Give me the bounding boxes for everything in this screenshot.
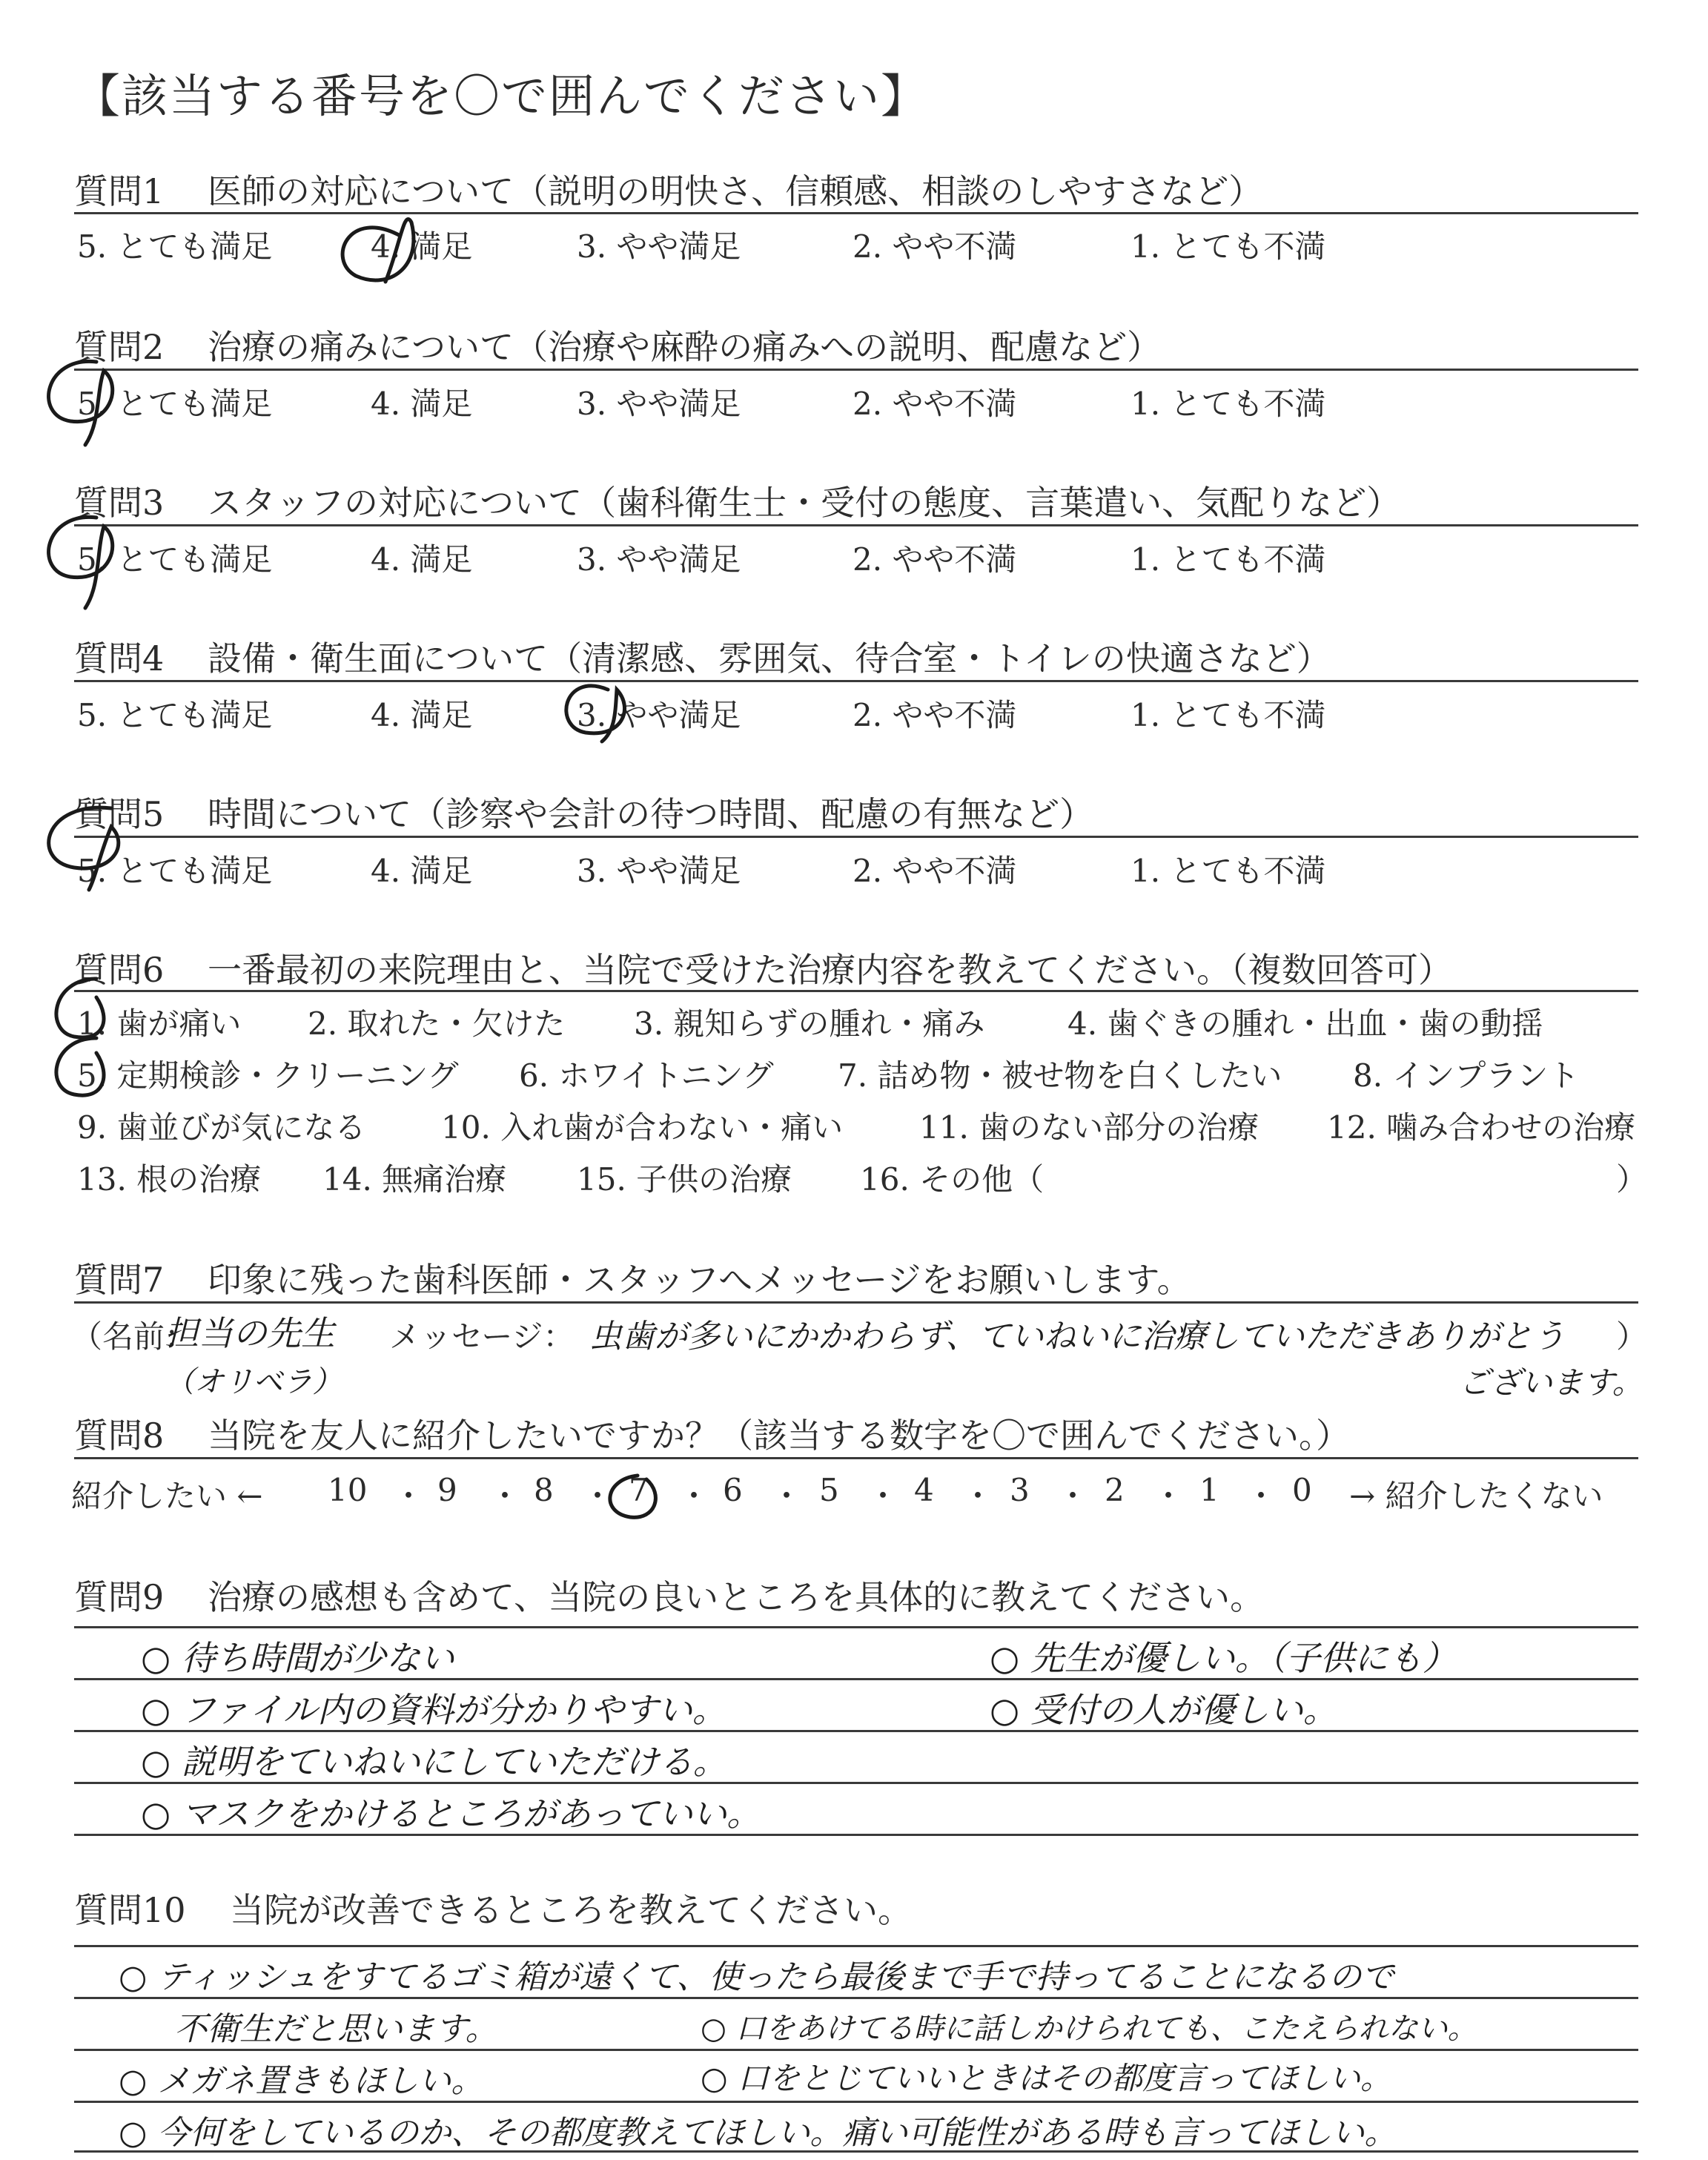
q8-dot: ・ xyxy=(489,1478,521,1514)
q3-option-1[interactable]: 1. とても不満 xyxy=(1131,541,1326,578)
q1-option-2[interactable]: 2. やや不満 xyxy=(853,228,1017,265)
q6-option-3[interactable]: 3. 親知らずの腫れ・痛み xyxy=(634,1005,985,1042)
q6-option-9[interactable]: 9. 歯並びが気になる xyxy=(77,1109,366,1146)
q4-option-4[interactable]: 4. 満足 xyxy=(371,697,473,733)
q8-dot: ・ xyxy=(771,1478,803,1514)
question-2-text: 治療の痛みについて（治療や麻酔の痛みへの説明、配慮など） xyxy=(208,327,1162,367)
q6-circle-5-mark xyxy=(56,1038,104,1095)
q3-option-2[interactable]: 2. やや不満 xyxy=(853,541,1017,578)
q8-circle-7-mark xyxy=(610,1476,656,1517)
q6-option-2[interactable]: 2. 取れた・欠けた xyxy=(308,1005,566,1042)
q3-option-5[interactable]: 5. とても満足 xyxy=(77,541,273,578)
q5-circle-mark xyxy=(49,807,119,890)
question-8-label: 質問8 xyxy=(74,1416,165,1456)
q10-answer[interactable]: ○ 口をとじていいときはその都度言ってほしい。 xyxy=(701,2060,1391,2096)
q7-name-label: （名前： xyxy=(71,1318,196,1355)
q7-message-value[interactable]: 虫歯が多いにかかわらず、ていねいに治療していただきありがとう xyxy=(589,1318,1566,1355)
page-title: 【該当する番号を〇で囲んでください】 xyxy=(74,69,929,123)
q6-option-6[interactable]: 6. ホワイトニング xyxy=(519,1057,774,1094)
question-9-text: 治療の感想も含めて、当院の良いところを具体的に教えてください。 xyxy=(208,1577,1265,1617)
q6-option-4[interactable]: 4. 歯ぐきの腫れ・出血・歯の動揺 xyxy=(1068,1005,1543,1042)
q2-option-5[interactable]: 5. とても満足 xyxy=(77,386,273,422)
q3-option-3[interactable]: 3. やや満足 xyxy=(577,541,741,578)
q9-answer[interactable]: ○ ファイル内の資料が分かりやすい。 xyxy=(141,1690,726,1730)
q7-name-value[interactable]: 担当の先生 xyxy=(165,1313,335,1353)
q4-circle-mark xyxy=(566,686,625,742)
q2-option-2[interactable]: 2. やや不満 xyxy=(853,386,1017,422)
question-4-label: 質問4 xyxy=(74,638,165,678)
q8-dot: ・ xyxy=(867,1478,899,1514)
q1-option-5[interactable]: 5. とても満足 xyxy=(77,228,273,265)
question-6-text: 一番最初の来院理由と、当院で受けた治療内容を教えてください。（複数回答可） xyxy=(208,950,1452,990)
q8-right-label: → 紹介したくない xyxy=(1349,1478,1603,1514)
question-7-label: 質問7 xyxy=(74,1260,165,1300)
question-10-label: 質問10 xyxy=(74,1890,186,1930)
q8-dot: ・ xyxy=(1245,1478,1277,1514)
q8-scale-3[interactable]: 3 xyxy=(1010,1472,1030,1508)
q1-option-4[interactable]: 4. 満足 xyxy=(371,228,473,265)
q8-scale-5[interactable]: 5 xyxy=(819,1472,839,1508)
q9-answer[interactable]: ○ 説明をていねいにしていただける。 xyxy=(141,1742,727,1782)
q10-answer[interactable]: ○ ティッシュをすてるゴミ箱が遠くて、使ったら最後まで手で持ってることになるので xyxy=(119,1958,1394,1996)
q6-option-12[interactable]: 12. 噛み合わせの治療 xyxy=(1327,1109,1636,1146)
question-8-text: 当院を友人に紹介したいですか？（該当する数字を〇で囲んでください。） xyxy=(208,1416,1350,1456)
q8-scale-2[interactable]: 2 xyxy=(1105,1472,1125,1508)
q1-circle-mark xyxy=(342,219,414,282)
q5-option-3[interactable]: 3. やや満足 xyxy=(577,853,741,889)
q10-answer[interactable]: ○ メガネ置きもほしい。 xyxy=(119,2062,484,2100)
q8-dot: ・ xyxy=(1057,1478,1089,1514)
q4-option-5[interactable]: 5. とても満足 xyxy=(77,697,273,733)
question-4-text: 設備・衛生面について（清潔感、雰囲気、待合室・トイレの快適さなど） xyxy=(208,638,1331,678)
q7-message-value-2[interactable]: ございます。 xyxy=(1459,1364,1644,1401)
q4-option-2[interactable]: 2. やや不満 xyxy=(853,697,1017,733)
q5-option-2[interactable]: 2. やや不満 xyxy=(853,853,1017,889)
q8-scale-4[interactable]: 4 xyxy=(914,1472,934,1508)
q6-option-8[interactable]: 8. インプラント xyxy=(1353,1057,1580,1094)
q7-close-paren: ） xyxy=(1616,1318,1648,1355)
q1-option-3[interactable]: 3. やや満足 xyxy=(577,228,741,265)
q8-dot: ・ xyxy=(393,1478,425,1514)
q8-scale-1[interactable]: 1 xyxy=(1199,1472,1219,1508)
q6-option-10[interactable]: 10. 入れ歯が合わない・痛い xyxy=(441,1109,844,1146)
q9-answer[interactable]: ○ 受付の人が優しい。 xyxy=(990,1690,1337,1730)
q4-option-1[interactable]: 1. とても不満 xyxy=(1131,697,1326,733)
question-3-label: 質問3 xyxy=(74,483,165,523)
q8-scale-6[interactable]: 6 xyxy=(723,1472,743,1508)
q6-option-1[interactable]: 1. 歯が痛い xyxy=(77,1005,242,1042)
question-1-label: 質問1 xyxy=(74,171,165,211)
question-10-text: 当院が改善できるところを教えてください。 xyxy=(230,1890,912,1930)
q2-circle-mark xyxy=(49,361,113,445)
q7-message-label: メッセージ： xyxy=(389,1318,575,1355)
q8-left-label: 紹介したい ← xyxy=(71,1478,263,1514)
q6-option-15[interactable]: 15. 子供の治療 xyxy=(577,1161,792,1198)
q6-option-5[interactable]: 5. 定期検診・クリーニング xyxy=(77,1057,459,1094)
q10-answer[interactable]: ○ 今何をしているのか、その都度教えてほしい。痛い可能性がある時も言ってほしい。 xyxy=(119,2114,1397,2152)
question-3-text: スタッフの対応について（歯科衛生士・受付の態度、言葉遣い、気配りなど） xyxy=(208,483,1401,523)
q8-dot: ・ xyxy=(1153,1478,1185,1514)
q8-scale-8[interactable]: 8 xyxy=(534,1472,554,1508)
q6-option-14[interactable]: 14. 無痛治療 xyxy=(322,1161,507,1198)
q2-option-4[interactable]: 4. 満足 xyxy=(371,386,473,422)
q3-option-4[interactable]: 4. 満足 xyxy=(371,541,473,578)
q5-option-4[interactable]: 4. 満足 xyxy=(371,853,473,889)
q8-dot: ・ xyxy=(678,1478,710,1514)
q1-option-1[interactable]: 1. とても不満 xyxy=(1131,228,1326,265)
q6-option-13[interactable]: 13. 根の治療 xyxy=(77,1161,262,1198)
q4-option-3[interactable]: 3. やや満足 xyxy=(577,697,741,733)
q5-option-5[interactable]: 5. とても満足 xyxy=(77,853,273,889)
q2-option-1[interactable]: 1. とても不満 xyxy=(1131,386,1326,422)
q7-name-value-2[interactable]: （オリベラ） xyxy=(165,1365,342,1399)
q10-answer[interactable]: ○ 口をあけてる時に話しかけられても、こたえられない。 xyxy=(701,2012,1477,2046)
q8-dot: ・ xyxy=(962,1478,994,1514)
question-9-label: 質問9 xyxy=(74,1577,165,1617)
q5-option-1[interactable]: 1. とても不満 xyxy=(1131,853,1326,889)
q6-option-7[interactable]: 7. 詰め物・被せ物を白くしたい xyxy=(838,1057,1282,1094)
question-1-text: 医師の対応について（説明の明快さ、信頼感、相談のしやすさなど） xyxy=(208,171,1263,211)
q8-scale-9[interactable]: 9 xyxy=(437,1472,457,1508)
question-7-text: 印象に残った歯科医師・スタッフへメッセージをお願いします。 xyxy=(208,1260,1191,1300)
q8-dot: ・ xyxy=(582,1478,614,1514)
q8-scale-7[interactable]: 7 xyxy=(629,1472,649,1508)
question-6-label: 質問6 xyxy=(74,950,165,990)
q3-circle-mark xyxy=(49,517,113,608)
q6-option-16-close: ） xyxy=(1616,1161,1648,1198)
question-2-label: 質問2 xyxy=(74,327,165,367)
q6-option-16[interactable]: 16. その他（ xyxy=(860,1161,1045,1198)
q2-option-3[interactable]: 3. やや満足 xyxy=(577,386,741,422)
q9-answer[interactable]: ○ 待ち時間が少ない xyxy=(141,1638,454,1678)
q9-answer[interactable]: ○ 先生が優しい。（子供にも） xyxy=(990,1638,1457,1678)
q10-answer[interactable]: 不衛生だと思います。 xyxy=(174,2010,498,2048)
question-5-text: 時間について（診察や会計の待つ時間、配慮の有無など） xyxy=(208,794,1094,834)
q8-scale-10[interactable]: 10 xyxy=(328,1472,368,1508)
q6-option-11[interactable]: 11. 歯のない部分の治療 xyxy=(919,1109,1260,1146)
question-5-label: 質問5 xyxy=(74,794,165,834)
q8-scale-0[interactable]: 0 xyxy=(1292,1472,1312,1508)
q9-answer[interactable]: ○ マスクをかけるところがあっていい。 xyxy=(141,1794,761,1834)
q6-circle-1-mark xyxy=(56,979,104,1037)
